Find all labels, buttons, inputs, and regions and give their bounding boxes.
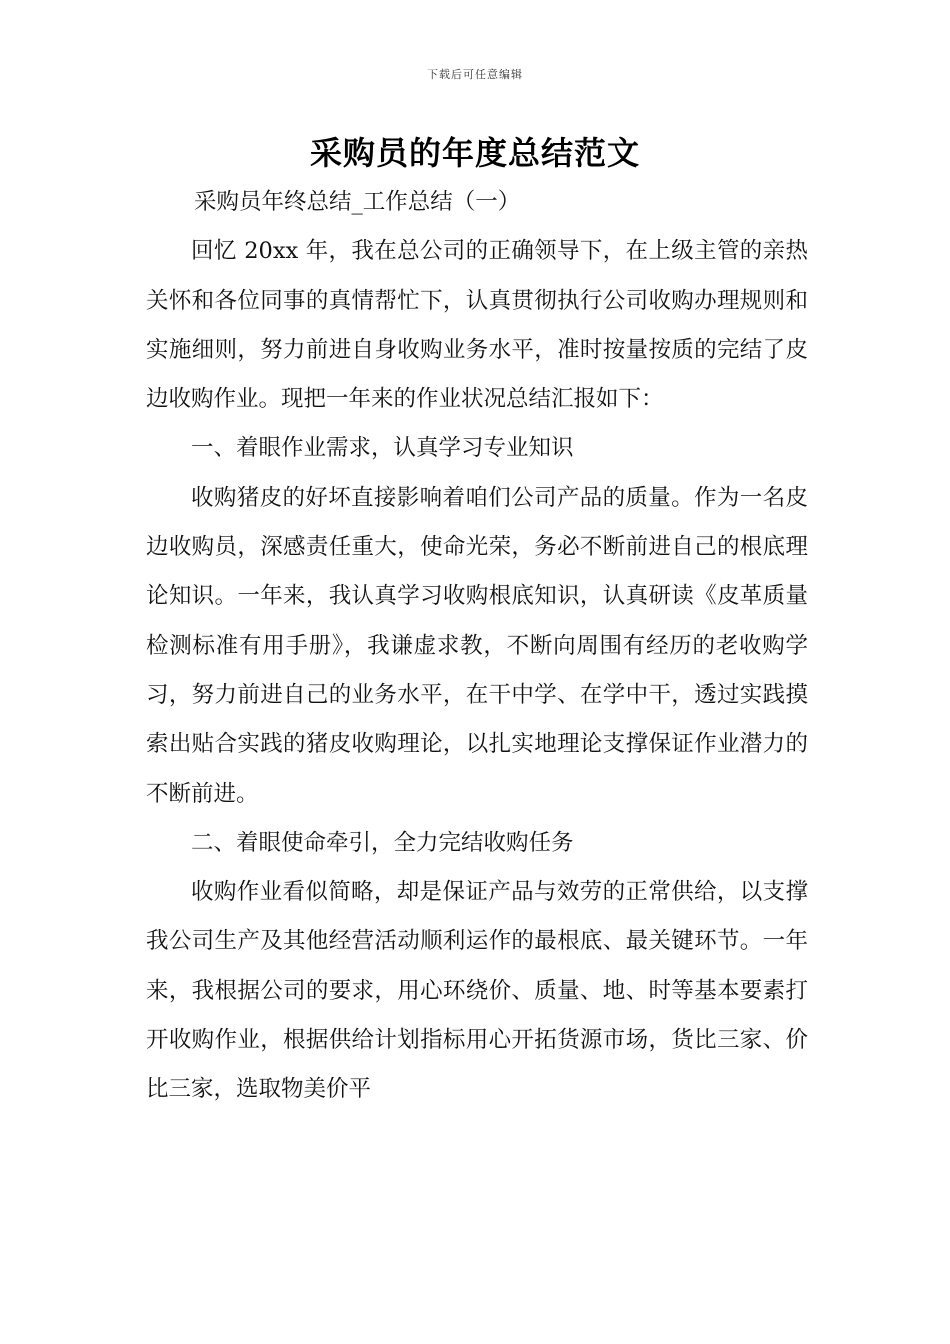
header-note: 下载后可任意编辑 <box>427 68 523 81</box>
document-body <box>146 178 808 1115</box>
section-1-paragraph: 收购猪皮的好坏直接影响着咱们公司产品的质量。作为一名皮边收购员，深感责任重大，使命光荣，务必不断前进自己的根底理论知识。一年来，我认真学习收购根底知识，认真研读《皮革质量检测标准有用手册》，我谦虚求教，不断向周围有经历的老收购学习，努力前进自己的业务水平，在干中学、在学中干，透过实践摸索出贴合实践的猪皮收购理论，以扎实地理论支撑保证作业潜力的不断前进。 <box>146 484 808 807</box>
section-heading-2: 二、着眼使命牵引，全力完结收购任务 <box>191 829 574 856</box>
section-heading-1: 一、着眼作业需求，认真学习专业知识 <box>191 435 574 462</box>
section-2-paragraph: 收购作业看似简略，却是保证产品与效劳的正常供给，以支撑我公司生产及其他经营活动顺利运作的最根底、最关键环节。一年来，我根据公司的要求，用心环绕价、质量、地、时等基本要素打开收购作业，根据供给计划指标用心开拓货源市场，货比三家、价比三家，选取物美价平 <box>146 879 808 1103</box>
document-subtitle: 采购员年终总结_工作总结（一） <box>194 189 521 215</box>
document-title: 采购员的年度总结范文 <box>309 134 640 172</box>
intro-paragraph: 回忆 20xx 年，我在总公司的正确领导下，在上级主管的亲热关怀和各位同事的真情帮忙下，认真贯彻执行公司收购办理规则和实施细则，努力前进自身收购业务水平，准时按量按质的完结了皮边收购作业。现把一年来的作业状况总结汇报如下： <box>146 238 808 413</box>
